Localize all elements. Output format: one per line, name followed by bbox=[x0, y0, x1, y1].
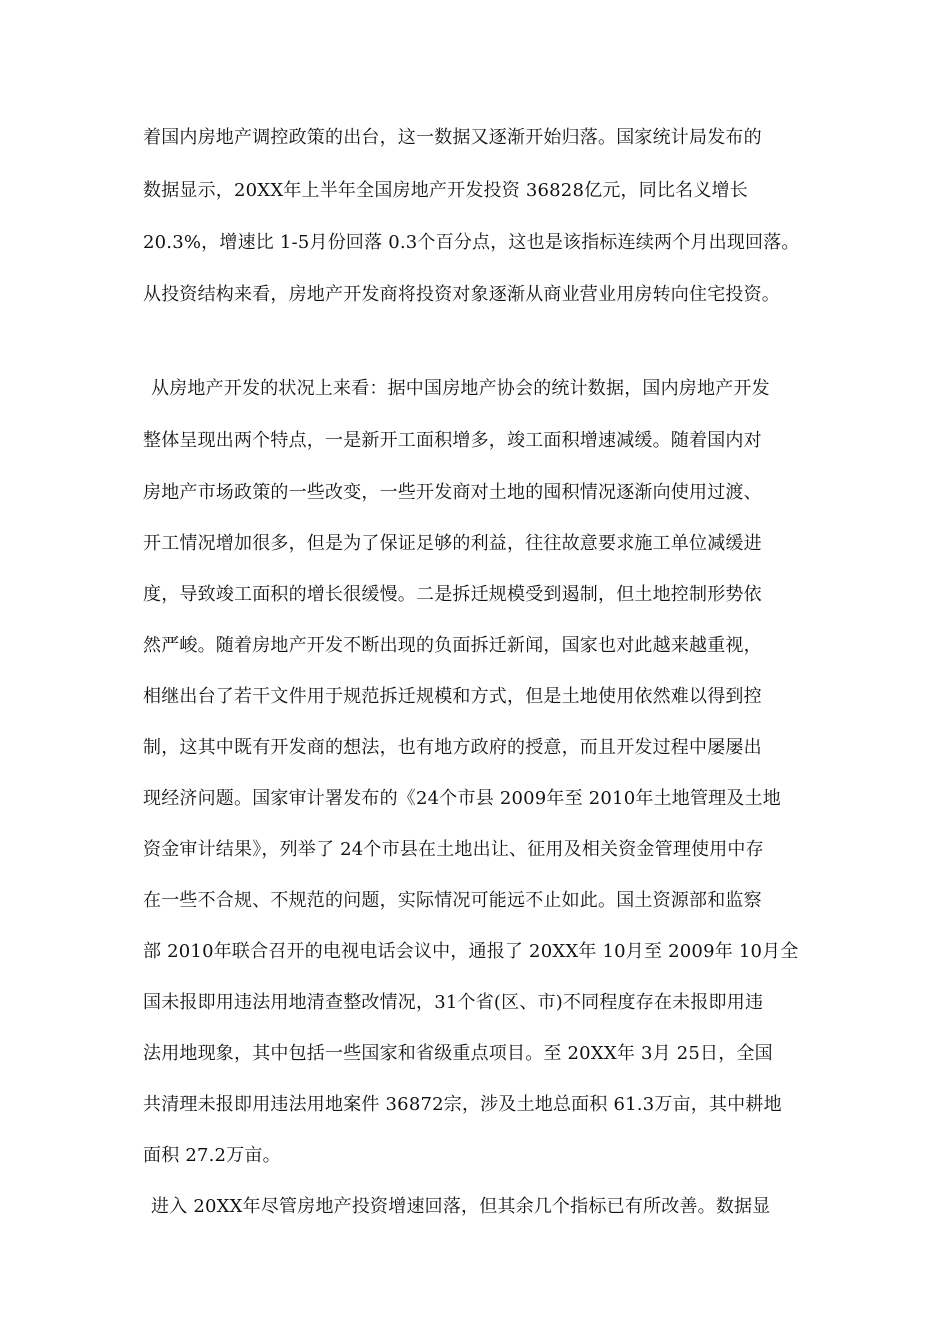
text-line: 从房地产开发的状况上来看：据中国房地产协会的统计数据，国内房地产开发 bbox=[151, 378, 770, 399]
text-line: 房地产市场政策的一些改变，一些开发商对土地的囤积情况逐渐向使用过渡、 bbox=[143, 482, 762, 503]
text-line: 制，这其中既有开发商的想法，也有地方政府的授意，而且开发过程中屡屡出 bbox=[143, 737, 762, 758]
text-line: 数据显示，20XX年上半年全国房地产开发投资 36828亿元，同比名义增长 bbox=[143, 180, 748, 201]
text-line: 度，导致竣工面积的增长很缓慢。二是拆迁规模受到遏制，但土地控制形势依 bbox=[143, 584, 762, 605]
text-line: 面积 27.2万亩。 bbox=[143, 1145, 281, 1166]
text-line: 然严峻。随着房地产开发不断出现的负面拆迁新闻，国家也对此越来越重视， bbox=[143, 635, 762, 656]
text-line: 从投资结构来看，房地产开发商将投资对象逐渐从商业营业用房转向住宅投资。 bbox=[143, 284, 780, 305]
text-line: 现经济问题。国家审计署发布的《24个市县 2009年至 2010年土地管理及土地 bbox=[143, 788, 781, 809]
text-line: 资金审计结果》，列举了 24个市县在土地出让、征用及相关资金管理使用中存 bbox=[143, 839, 764, 860]
text-line: 着国内房地产调控政策的出台，这一数据又逐渐开始归落。国家统计局发布的 bbox=[143, 127, 762, 148]
text-line: 开工情况增加很多，但是为了保证足够的利益，往往故意要求施工单位减缓进 bbox=[143, 533, 762, 554]
text-line: 整体呈现出两个特点，一是新开工面积增多，竣工面积增速减缓。随着国内对 bbox=[143, 430, 762, 451]
text-line: 部 2010年联合召开的电视电话会议中，通报了 20XX年 10月至 2009年 10月全 bbox=[143, 941, 799, 962]
text-line: 相继出台了若干文件用于规范拆迁规模和方式，但是土地使用依然难以得到控 bbox=[143, 686, 762, 707]
text-line: 20.3%，增速比 1-5月份回落 0.3个百分点，这也是该指标连续两个月出现回落。 bbox=[143, 232, 800, 253]
text-line: 在一些不合规、不规范的问题，实际情况可能远不止如此。国土资源部和监察 bbox=[143, 890, 762, 911]
text-line: 国未报即用违法用地清查整改情况，31个省(区、市)不同程度存在未报即用违 bbox=[143, 992, 764, 1013]
text-line: 进入 20XX年尽管房地产投资增速回落，但其余几个指标已有所改善。数据显 bbox=[151, 1196, 771, 1217]
text-line: 法用地现象，其中包括一些国家和省级重点项目。至 20XX年 3月 25日，全国 bbox=[143, 1043, 773, 1064]
text-line: 共清理未报即用违法用地案件 36872宗，涉及土地总面积 61.3万亩，其中耕地 bbox=[143, 1094, 782, 1115]
